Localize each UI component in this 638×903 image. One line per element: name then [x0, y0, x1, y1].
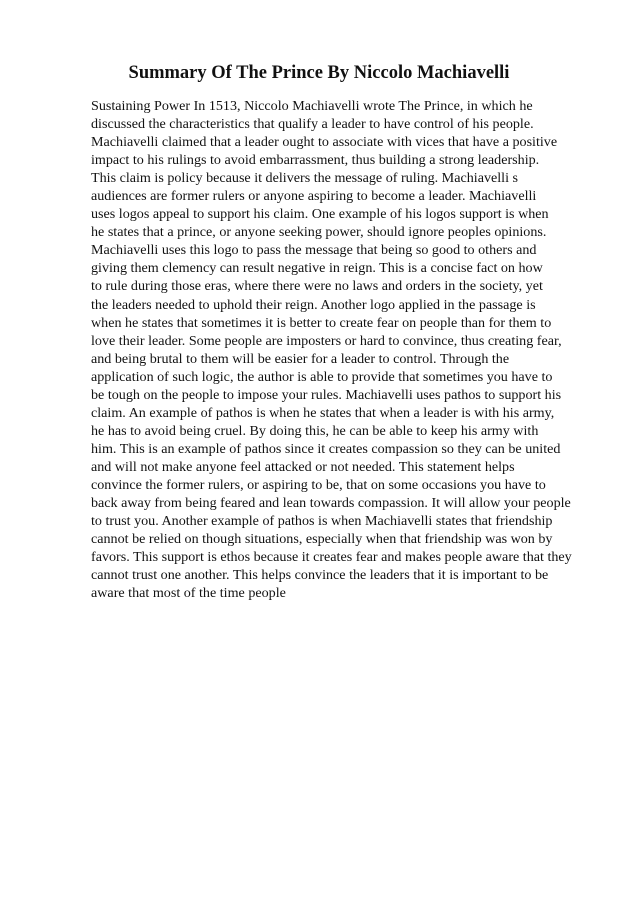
body-line: Sustaining Power In 1513, Niccolo Machiavelli wrote The Prince, in which he: [91, 98, 533, 114]
body-line: giving them clemency can result negative in reign. This is a concise fact on how: [91, 260, 543, 277]
body-line: cannot be relied on though situations, especially when that friendship was won by: [91, 531, 553, 548]
body-line: convince the former rulers, or aspiring to be, that on some occasions you have to: [91, 476, 546, 493]
document-body: [91, 97, 572, 602]
body-line: application of such logic, the author is able to provide that sometimes you have to: [91, 368, 553, 385]
body-line: and being brutal to them will be easier for a leader to control. Through the: [91, 350, 510, 367]
body-line: and will not make anyone feel attacked or not needed. This statement helps: [91, 458, 515, 475]
body-line: favors. This support is ethos because it creates fear and makes people aware that they: [91, 549, 572, 566]
body-line: to rule during those eras, where there were no laws and orders in the society, yet: [91, 278, 543, 295]
body-line: love their leader. Some people are imposters or hard to convince, thus creating fear,: [91, 332, 562, 349]
body-line: Machiavelli claimed that a leader ought to associate with vices that have a positive: [91, 134, 558, 151]
body-line: Machiavelli uses this logo to pass the message that being so good to others and: [91, 242, 537, 259]
body-line: him. This is an example of pathos since it creates compassion so they can be united: [91, 440, 561, 457]
body-line: he states that a prince, or anyone seeking power, should ignore peoples opinions.: [91, 224, 547, 241]
body-line: back away from being feared and lean towards compassion. It will allow your people: [91, 495, 571, 512]
body-line: he has to avoid being cruel. By doing this, he can be able to keep his army with: [91, 422, 539, 439]
body-line: to trust you. Another example of pathos is when Machiavelli states that friendship: [91, 513, 553, 530]
body-line: claim. An example of pathos is when he states that when a leader is with his army,: [91, 404, 555, 421]
body-line: uses logos appeal to support his claim. One example of his logos support is when: [91, 206, 549, 223]
body-line: audiences are former rulers or anyone aspiring to become a leader. Machiavelli: [91, 188, 537, 205]
body-line: aware that most of the time people: [91, 585, 286, 602]
body-line: when he states that sometimes it is better to create fear on people than for them to: [91, 314, 552, 331]
body-line: cannot trust one another. This helps convince the leaders that it is important to be: [91, 567, 549, 584]
document-title: Summary Of The Prince By Niccolo Machiavelli: [128, 63, 510, 83]
body-line: discussed the characteristics that qualify a leader to have control of his people.: [91, 116, 534, 133]
body-line: This claim is policy because it delivers the message of ruling. Machiavelli s: [91, 170, 519, 187]
body-line: impact to his rulings to avoid embarrassment, thus building a strong leadership.: [91, 152, 540, 169]
body-line: the leaders needed to uphold their reign. Another logo applied in the passage is: [91, 296, 536, 313]
body-line: be tough on the people to impose your rules. Machiavelli uses pathos to support his: [91, 386, 562, 403]
